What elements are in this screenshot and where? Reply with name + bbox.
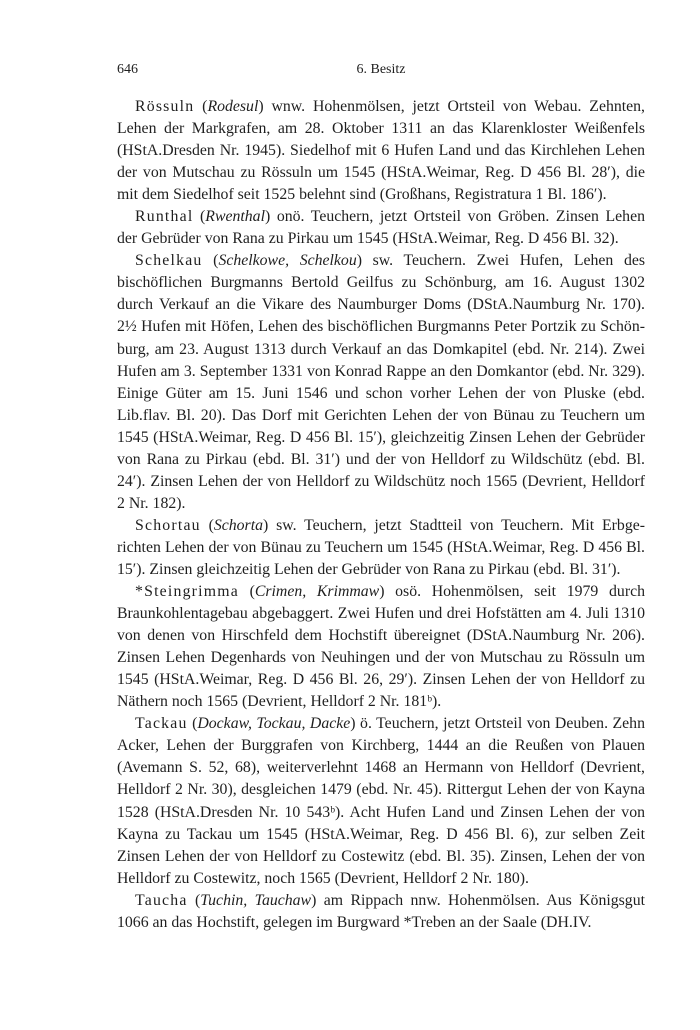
latin-name: Tuchin, Tauchaw bbox=[200, 891, 312, 909]
entry-text: ( bbox=[187, 891, 201, 909]
entry-taucha bbox=[117, 890, 645, 934]
latin-name: Schelkowe, Schelkou bbox=[218, 252, 357, 270]
entry-text: ( bbox=[194, 98, 208, 115]
entry-schelkau bbox=[117, 250, 645, 515]
place-name: Tackau bbox=[135, 715, 188, 733]
body-text bbox=[117, 96, 645, 934]
latin-name: Rodesul bbox=[207, 98, 259, 115]
latin-name: Dockaw, Tockau, Dacke bbox=[197, 715, 351, 733]
entry-text: ) osö. Hohenmölsen, seit 1979 durch Braunkohlentagebau abgebaggert. Zwei Hufen und drei Hofstätten am 4. Juli 1310 von denen von Hirschfeld dem Hochstift übereignet (DStA.Naumburg Nr. 206). Zinsen Lehen Degenhards von Neuhingen und der von Mutschau zu Rössuln um 1545 (HStA.Weimar, Reg. D 456 Bl. 26, 29′). Zinsen Lehen der von Helldorf zu Näthern noch 1565 (Devrient, Helldorf 2 Nr. 181ᵇ). bbox=[117, 583, 645, 711]
entry-text: ) sw. Teuchern. Zwei Hufen, Lehen des bischöflichen Burgmanns Bertold Geilfus zu Schönburg, am 16. August 1302 durch Verkauf an die Vikare des Naumburger Doms (DStA.Naumburg Nr. 170). 2½ Hufen mit Höfen, Lehen des bischöflichen Burgmanns Peter Portzik zu Schönburg, am 23. August 1313 durch Verkauf an das Domkapitel (ebd. Nr. 214). Zwei Hufen am 3. September 1331 von Konrad Rappe an den Domkantor (ebd. Nr. 329). Einige Güter am 15. Juni 1546 und schon vorher Lehen der von Pluske (ebd. Lib.flav. Bl. 20). Das Dorf mit Gerichten Lehen der von Bünau zu Teuchern um 1545 (HStA.Weimar, Reg. D 456 Bl. 15′), gleichzeitig Zinsen Lehen der Gebrüder von Rana zu Pirkau (ebd. Bl. 31′) und der von Helldorf zu Wildschütz (ebd. Bl. 24′). Zinsen Lehen der von Helldorf zu Wildschütz noch 1565 (Devrient, Helldorf 2 Nr. 182). bbox=[117, 252, 645, 512]
latin-name: Schorta bbox=[213, 516, 263, 534]
entry-text: ( bbox=[193, 208, 206, 226]
entry-schortau bbox=[117, 515, 645, 581]
place-name: Runthal bbox=[135, 208, 194, 226]
entry-text: ) onö. Teuchern, jetzt Ortsteil von Gröben. Zinsen Lehen der Gebrüder von Rana zu Pirkau um 1545 (HStA.Weimar, Reg. D 456 Bl. 32). bbox=[117, 208, 645, 248]
entry-text: ) wnw. Hohenmölsen, jetzt Ortsteil von Webau. Zehnten, Lehen der Markgrafen, am 28. Oktober 1311 an das Klarenkloster Weißenfels (HStA.Dresden Nr. 1945). Siedelhof mit 6 Hufen Land und das Kirchlehen Lehen der von Mutschau zu Rössuln um 1545 (HStA.Weimar, Reg. D 456 Bl. 28′), die mit dem Siedelhof seit 1525 belehnt sind (Großhans, Registratura 1 Bl. 186′). bbox=[117, 98, 646, 204]
place-name: *Steingrimma bbox=[135, 583, 239, 601]
latin-name: Rwenthal bbox=[205, 208, 265, 226]
entry-text: ) sw. Teuchern, jetzt Stadtteil von Teuchern. Mit Erbgerichten Lehen der von Bünau zu Teuchern um 1545 (HStA.Weimar, Reg. D 456 Bl. 15′). Zinsen gleichzeitig Lehen der Gebrüder von Rana zu Pirkau (ebd. Bl. 31′). bbox=[117, 516, 645, 578]
entry-runthal bbox=[117, 206, 645, 250]
entry-steingrimma bbox=[117, 581, 645, 713]
place-name: Taucha bbox=[135, 891, 188, 909]
entry-text: ( bbox=[200, 516, 214, 534]
entry-text: ( bbox=[187, 715, 198, 733]
running-head bbox=[117, 62, 645, 84]
chapter-title: 6. Besitz bbox=[356, 62, 406, 77]
entry-text: ( bbox=[238, 583, 255, 601]
entry-text: ( bbox=[202, 252, 219, 270]
place-name: Schortau bbox=[135, 516, 201, 534]
entry-tackau bbox=[117, 713, 645, 889]
place-name: Schelkau bbox=[135, 252, 203, 270]
entry-text: ) ö. Teuchern, jetzt Ortsteil von Deuben. Zehn Acker, Lehen der Burggrafen von Kirchberg, 1444 an die Reußen von Plauen (Avemann S. 52, 68), weiterverlehnt 1468 an Hermann von Helldorf (Devrient, Helldorf 2 Nr. 30), desgleichen 1479 (ebd. Nr. 45). Rittergut Lehen der von Kayna 1528 (HStA.Dresden Nr. 10 543ᵇ). Acht Hufen Land und Zinsen Lehen der von Kayna zu Tackau um 1545 (HStA.Weimar, Reg. D 456 Bl. 6), zur selben Zeit Zinsen Lehen der von Helldorf zu Costewitz (ebd. Bl. 35). Zinsen, Lehen der von Helldorf zu Costewitz, noch 1565 (Devrient, Helldorf 2 Nr. 180). bbox=[117, 715, 645, 887]
entry-roessuln bbox=[117, 96, 645, 206]
page-number: 646 bbox=[117, 62, 138, 77]
place-name: Rössuln bbox=[135, 98, 195, 115]
latin-name: Crimen, Krimmaw bbox=[254, 583, 380, 601]
entry-text: ) am Rippach nnw. Hohenmölsen. Aus Königsgut 1066 an das Hochstift, gelegen im Burgward *Treben an der Saale (DH.IV. bbox=[117, 891, 645, 931]
